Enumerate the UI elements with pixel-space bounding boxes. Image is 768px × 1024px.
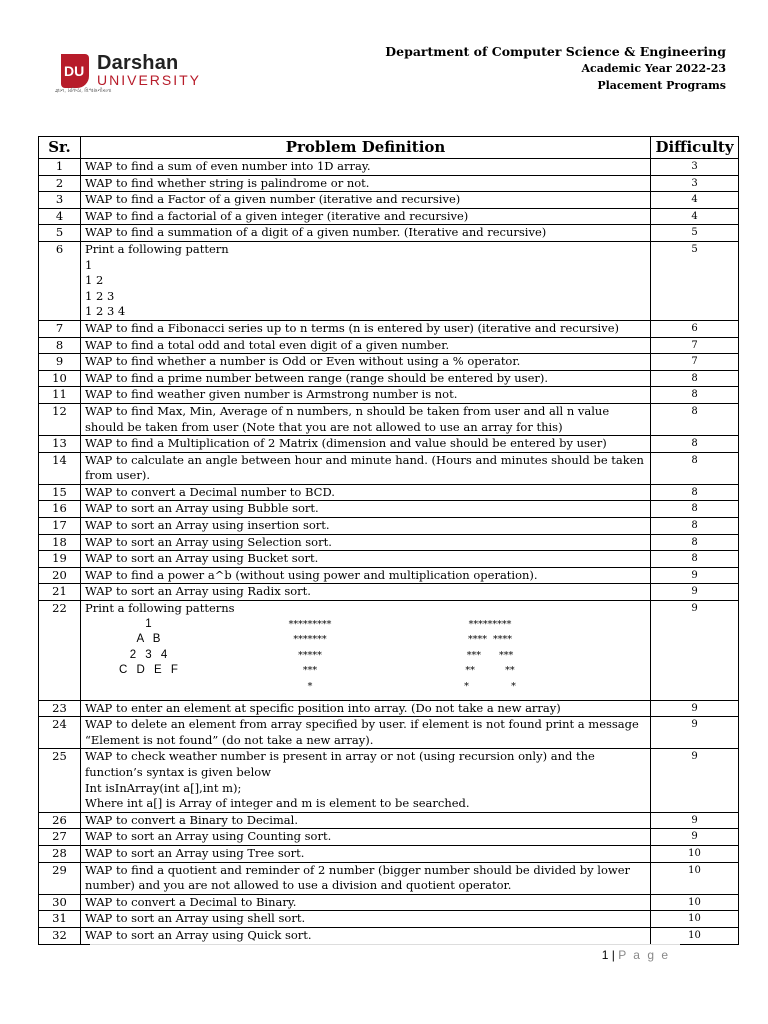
problem-text: WAP to sort an Array using Counting sort.	[85, 829, 332, 844]
row-difficulty: 8	[651, 436, 739, 453]
svg-text:DU: DU	[64, 63, 85, 79]
table-body	[39, 159, 739, 945]
problem-text: WAP to sort an Array using Quick sort.	[85, 927, 312, 942]
table-row	[39, 700, 739, 717]
row-sr-number: 11	[39, 387, 81, 404]
pattern-line: 2 3 4	[129, 648, 171, 661]
row-sr-number: 7	[39, 320, 81, 337]
row-sr-number: 19	[39, 551, 81, 568]
row-difficulty: 5	[651, 225, 739, 242]
table-row	[39, 567, 739, 584]
problem-text: WAP to find a prime number between range (range should be entered by user).	[85, 370, 549, 385]
problem-text: WAP to find a power a^b (without using power and multiplication operation).	[85, 567, 538, 582]
table-row	[39, 337, 739, 354]
row-difficulty: 9	[651, 601, 739, 701]
problem-text: WAP to find Max, Min, Average of n numbers, n should be taken from user and all n value should be taken from user (Note that you are not allowed to use an array for this)	[85, 403, 610, 434]
table-row	[39, 370, 739, 387]
university-logo-mark-icon	[55, 52, 91, 88]
row-sr-number: 2	[39, 175, 81, 192]
problem-text: WAP to check weather number is present in array or not (using recursion only) and the function’s syntax is given below	[85, 749, 595, 779]
row-problem	[81, 518, 651, 535]
problem-text: WAP to find whether a number is Odd or Even without using a % operator.	[85, 354, 521, 369]
row-sr-number: 3	[39, 192, 81, 209]
pattern-line: *****	[298, 649, 322, 661]
row-problem	[81, 911, 651, 928]
pattern-line: 1	[145, 617, 155, 630]
problem-extra-line: Where int a[] is Array of integer and m is element to be searched.	[85, 796, 470, 811]
row-sr-number: 4	[39, 208, 81, 225]
row-problem	[81, 484, 651, 501]
table-row	[39, 241, 739, 320]
table-row	[39, 518, 739, 535]
row-sr-number: 23	[39, 700, 81, 717]
pattern-line: *** ***	[466, 649, 514, 661]
row-problem	[81, 436, 651, 453]
row-difficulty: 3	[651, 159, 739, 176]
logo-tagline: જ્ઞાન, પ્રતિષ્ઠા, વિશ્વસનીયતા	[55, 88, 112, 94]
table-row	[39, 501, 739, 518]
row-sr-number: 9	[39, 354, 81, 371]
row-problem	[81, 845, 651, 862]
row-difficulty: 8	[651, 518, 739, 535]
header-problem: Problem Definition	[81, 137, 651, 159]
row-difficulty: 9	[651, 567, 739, 584]
table-row	[39, 208, 739, 225]
table-row	[39, 175, 739, 192]
row-sr-number: 24	[39, 717, 81, 749]
page-separator: |	[611, 948, 615, 962]
table-row	[39, 320, 739, 337]
pattern-line: ** **	[465, 665, 515, 677]
problem-text: WAP to find whether string is palindrome or not.	[85, 175, 370, 190]
row-difficulty: 10	[651, 911, 739, 928]
row-difficulty: 9	[651, 700, 739, 717]
pattern-line: **** ****	[467, 634, 513, 646]
row-difficulty: 9	[651, 812, 739, 829]
row-sr-number: 27	[39, 829, 81, 846]
row-difficulty: 8	[651, 501, 739, 518]
problem-text: WAP to find a total odd and total even digit of a given number.	[85, 337, 450, 352]
pattern-line: A B	[136, 633, 164, 646]
table-row	[39, 192, 739, 209]
row-problem	[81, 584, 651, 601]
problem-table	[38, 136, 739, 945]
pattern-stars-a	[265, 617, 355, 695]
row-sr-number: 21	[39, 584, 81, 601]
row-sr-number: 32	[39, 927, 81, 944]
row-problem	[81, 225, 651, 242]
row-difficulty: 8	[651, 370, 739, 387]
row-sr-number: 28	[39, 845, 81, 862]
problem-text: WAP to find a quotient and reminder of 2 number (bigger number should be divided by lower number) and you are not allowed to use a division and quotient operator.	[85, 862, 631, 893]
table-row	[39, 436, 739, 453]
page-footer	[602, 948, 670, 962]
problem-extra-line: 1 2	[85, 273, 104, 288]
academic-year: Academic Year 2022-23	[581, 62, 726, 75]
table-row	[39, 601, 739, 701]
university-logo	[55, 50, 202, 98]
row-difficulty: 6	[651, 320, 739, 337]
row-problem	[81, 749, 651, 812]
table-row	[39, 403, 739, 435]
document-header	[385, 43, 726, 94]
row-problem	[81, 567, 651, 584]
pattern-line: * *	[464, 681, 516, 692]
row-problem	[81, 601, 651, 701]
table-row	[39, 452, 739, 484]
row-difficulty: 9	[651, 829, 739, 846]
header-sr: Sr.	[39, 137, 81, 159]
problem-text: WAP to find a Factor of a given number (iterative and recursive)	[85, 192, 461, 207]
row-difficulty: 10	[651, 862, 739, 894]
row-problem	[81, 829, 651, 846]
table-row	[39, 717, 739, 749]
row-sr-number: 16	[39, 501, 81, 518]
row-sr-number: 5	[39, 225, 81, 242]
pattern-line: *********	[288, 618, 332, 630]
table-row	[39, 862, 739, 894]
row-difficulty: 8	[651, 403, 739, 435]
row-sr-number: 1	[39, 159, 81, 176]
pattern-line: *	[307, 681, 313, 692]
pattern-letters	[105, 617, 195, 679]
problem-extra-line: 1	[85, 257, 93, 272]
row-problem	[81, 387, 651, 404]
document-title: Placement Programs	[597, 79, 726, 92]
problem-text: WAP to calculate an angle between hour and minute hand. (Hours and minutes should be taken from user).	[85, 452, 644, 483]
department-name: Department of Computer Science & Engineering	[385, 44, 726, 59]
problem-text: WAP to sort an Array using Tree sort.	[85, 845, 305, 860]
problem-extra-line: 1 2 3	[85, 288, 115, 303]
row-difficulty: 8	[651, 484, 739, 501]
table-row	[39, 927, 739, 944]
row-difficulty: 4	[651, 192, 739, 209]
row-sr-number: 14	[39, 452, 81, 484]
row-sr-number: 13	[39, 436, 81, 453]
page-number: 1	[601, 948, 609, 962]
row-problem	[81, 403, 651, 435]
header-difficulty: Difficulty	[651, 137, 739, 159]
row-sr-number: 25	[39, 749, 81, 812]
problem-text: WAP to convert a Decimal number to BCD.	[85, 484, 335, 499]
row-difficulty: 4	[651, 208, 739, 225]
problem-text: WAP to convert a Binary to Decimal.	[85, 812, 298, 827]
row-difficulty: 10	[651, 927, 739, 944]
row-problem	[81, 700, 651, 717]
row-difficulty: 8	[651, 452, 739, 484]
table-row	[39, 551, 739, 568]
table-row	[39, 829, 739, 846]
row-problem	[81, 534, 651, 551]
problem-extra-line: 1 2 3 4	[85, 304, 126, 319]
logo-subtitle: UNIVERSITY	[97, 72, 202, 88]
table-row	[39, 484, 739, 501]
problem-text: WAP to sort an Array using Radix sort.	[85, 584, 311, 599]
row-difficulty: 7	[651, 354, 739, 371]
row-problem	[81, 812, 651, 829]
problem-text: WAP to sort an Array using Bucket sort.	[85, 551, 319, 566]
problem-text: WAP to find a Multiplication of 2 Matrix (dimension and value should be entered by user)	[85, 436, 607, 451]
row-difficulty: 9	[651, 749, 739, 812]
row-sr-number: 20	[39, 567, 81, 584]
row-sr-number: 26	[39, 812, 81, 829]
table-row	[39, 534, 739, 551]
row-difficulty: 10	[651, 894, 739, 911]
pattern-line: *********	[468, 618, 512, 630]
problem-text: WAP to enter an element at specific position into array. (Do not take a new array)	[85, 700, 561, 715]
problem-extra-line: Int isInArray(int a[],int m);	[85, 780, 242, 795]
pattern-line: C D E F	[119, 664, 181, 677]
logo-name: Darshan	[97, 52, 179, 74]
problem-text: Print a following pattern	[85, 241, 229, 256]
row-problem	[81, 894, 651, 911]
row-sr-number: 30	[39, 894, 81, 911]
row-problem	[81, 717, 651, 749]
row-sr-number: 8	[39, 337, 81, 354]
row-sr-number: 10	[39, 370, 81, 387]
row-difficulty: 9	[651, 584, 739, 601]
row-difficulty: 7	[651, 337, 739, 354]
row-problem	[81, 208, 651, 225]
row-difficulty: 3	[651, 175, 739, 192]
problem-text: WAP to find a summation of a digit of a given number. (Iterative and recursive)	[85, 225, 547, 240]
problem-text: WAP to find a factorial of a given integer (iterative and recursive)	[85, 208, 469, 223]
pattern-line: *******	[293, 634, 327, 646]
problem-text: WAP to find weather given number is Armstrong number is not.	[85, 387, 458, 402]
row-sr-number: 17	[39, 518, 81, 535]
row-sr-number: 31	[39, 911, 81, 928]
row-problem	[81, 927, 651, 944]
problem-text: WAP to convert a Decimal to Binary.	[85, 894, 297, 909]
table-row	[39, 225, 739, 242]
pattern-examples	[85, 617, 646, 700]
row-problem	[81, 452, 651, 484]
problem-text: WAP to sort an Array using Selection sort.	[85, 534, 332, 549]
row-problem	[81, 192, 651, 209]
row-difficulty: 10	[651, 845, 739, 862]
row-problem	[81, 370, 651, 387]
problem-text: WAP to sort an Array using Bubble sort.	[85, 501, 319, 516]
table-row	[39, 911, 739, 928]
footer-divider	[90, 944, 680, 945]
row-problem	[81, 862, 651, 894]
problem-text: WAP to find a Fibonacci series up to n terms (n is entered by user) (iterative and recursive)	[85, 320, 619, 335]
pattern-stars-b	[445, 617, 535, 695]
row-problem	[81, 354, 651, 371]
row-sr-number: 22	[39, 601, 81, 701]
table-header-row	[39, 137, 739, 159]
table-row	[39, 387, 739, 404]
row-sr-number: 29	[39, 862, 81, 894]
row-problem	[81, 320, 651, 337]
table-row	[39, 845, 739, 862]
row-problem	[81, 501, 651, 518]
table-row	[39, 584, 739, 601]
row-difficulty: 9	[651, 717, 739, 749]
problem-text: WAP to sort an Array using insertion sort.	[85, 518, 330, 533]
row-sr-number: 15	[39, 484, 81, 501]
table-row	[39, 749, 739, 812]
row-sr-number: 6	[39, 241, 81, 320]
problem-text: WAP to sort an Array using shell sort.	[85, 911, 306, 926]
problem-text: WAP to find a sum of even number into 1D array.	[85, 159, 371, 173]
pattern-line: ***	[302, 665, 318, 677]
row-problem	[81, 175, 651, 192]
row-sr-number: 18	[39, 534, 81, 551]
row-sr-number: 12	[39, 403, 81, 435]
problem-text: Print a following patterns	[85, 601, 235, 616]
row-difficulty: 8	[651, 534, 739, 551]
row-difficulty: 8	[651, 551, 739, 568]
table-row	[39, 894, 739, 911]
row-problem	[81, 551, 651, 568]
table-row	[39, 159, 739, 176]
page-label: P a g e	[618, 948, 670, 962]
row-problem	[81, 241, 651, 320]
row-problem	[81, 337, 651, 354]
row-difficulty: 5	[651, 241, 739, 320]
row-difficulty: 8	[651, 387, 739, 404]
table-row	[39, 354, 739, 371]
row-problem	[81, 159, 651, 176]
problem-text: WAP to delete an element from array specified by user. if element is not found print a message “Element is not found” (do not take a new array).	[85, 717, 639, 747]
table-row	[39, 812, 739, 829]
